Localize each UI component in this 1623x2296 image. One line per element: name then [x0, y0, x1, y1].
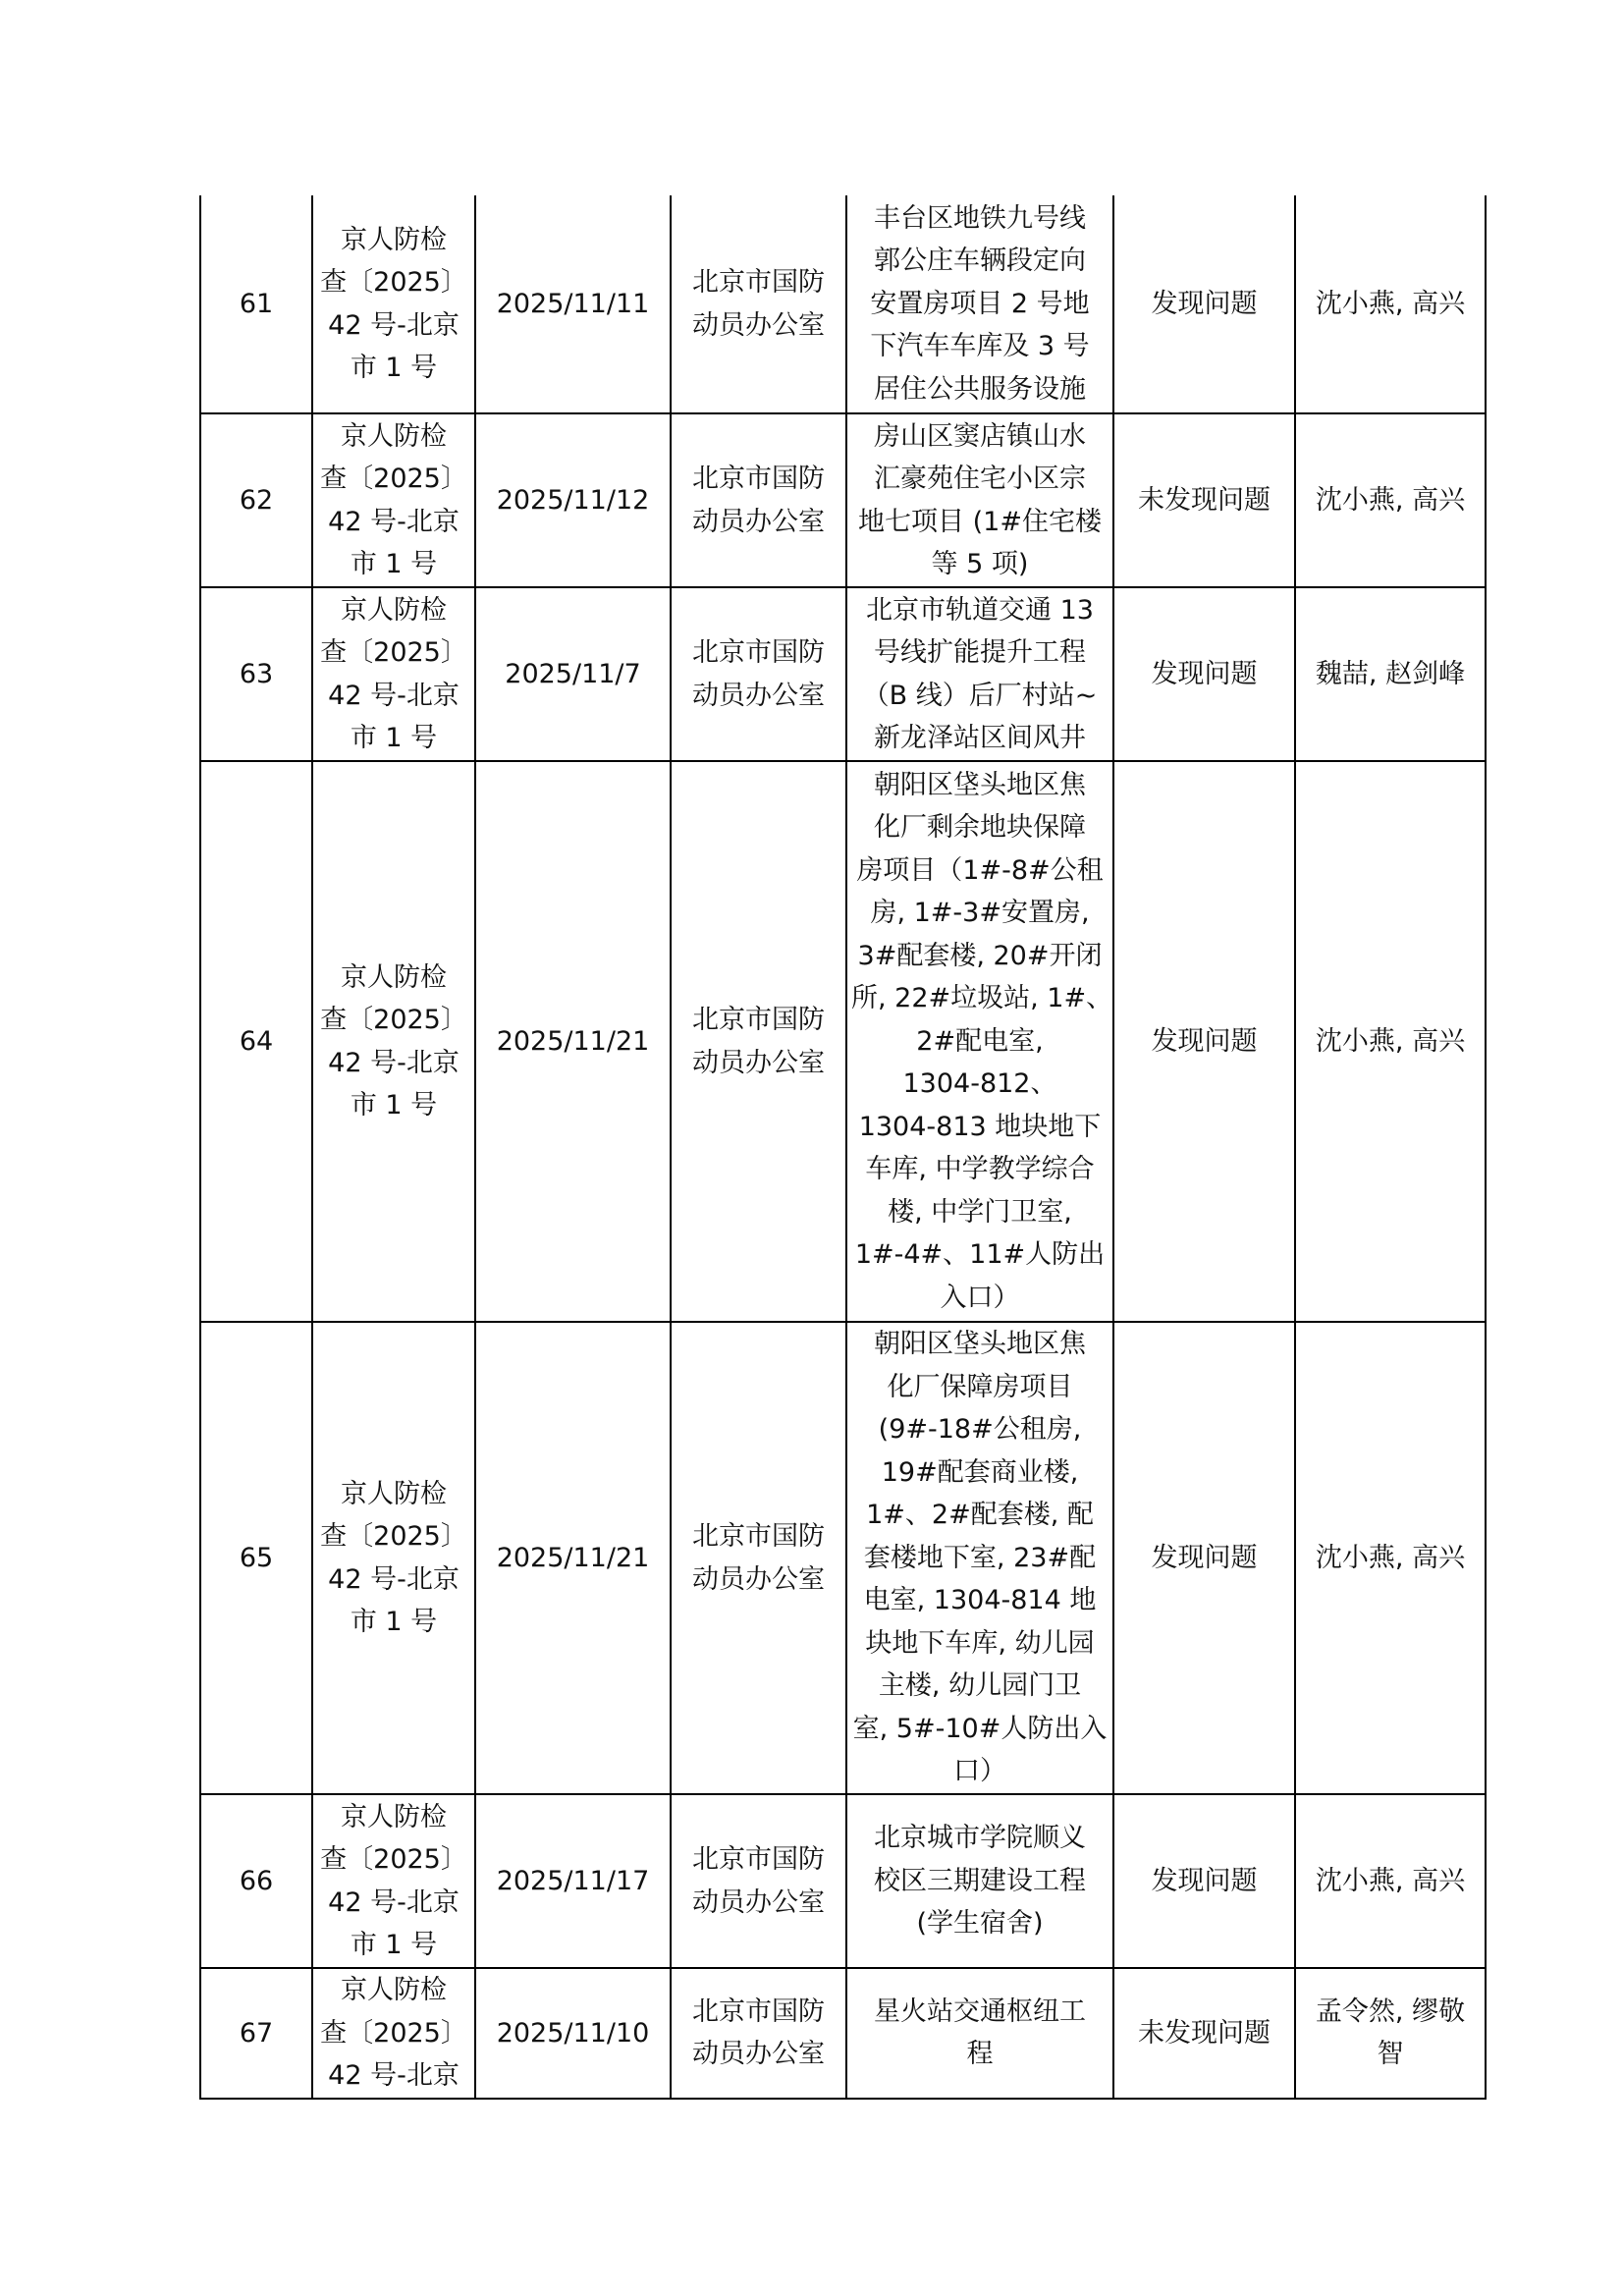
- agency-line: 动员办公室: [692, 2039, 825, 2070]
- inspection-date-cell: [475, 1968, 671, 2099]
- row-number-text: 61: [239, 288, 274, 319]
- inspection-result-text: 发现问题: [1151, 1025, 1258, 1057]
- project-name-line: 1304-813 地块地下: [858, 1111, 1102, 1142]
- project-name-line: 车库, 中学教学综合: [865, 1154, 1095, 1185]
- inspection-result-text: 发现问题: [1151, 658, 1258, 689]
- table-row: [200, 1968, 1486, 2099]
- project-name-line: 口）: [953, 1756, 1006, 1787]
- document-number-line: 42 号-北京: [328, 2060, 460, 2091]
- table-row: [200, 1322, 1486, 1794]
- inspectors-line: 智: [1377, 2039, 1404, 2070]
- document-number-line: 42 号-北京: [328, 309, 460, 341]
- inspection-result-text: 发现问题: [1151, 288, 1258, 319]
- document-number-cell: [312, 1968, 475, 2099]
- project-name-line: 地七项目 (1#住宅楼: [858, 506, 1102, 537]
- inspectors-cell: [1295, 195, 1486, 413]
- document-number-line: 市 1 号: [350, 1607, 438, 1637]
- project-name-line: 块地下车库, 幼儿园: [865, 1627, 1095, 1659]
- document-number-line: 市 1 号: [350, 1930, 438, 1960]
- agency-cell: [671, 1794, 846, 1968]
- project-name-line: 1304-812、: [902, 1068, 1057, 1100]
- project-name-line: 19#配套商业楼,: [881, 1456, 1079, 1488]
- document-number-line: 42 号-北京: [328, 680, 460, 711]
- agency-line: 动员办公室: [692, 1563, 825, 1595]
- project-name-line: 等 5 项): [931, 549, 1029, 579]
- row-number-text: 65: [239, 1542, 274, 1573]
- row-number-text: 66: [239, 1865, 274, 1896]
- agency-line: 北京市国防: [692, 1995, 825, 2027]
- document-number-line: 查〔2025〕: [320, 1005, 467, 1035]
- row-number-cell: [200, 761, 312, 1322]
- document-number-line: 市 1 号: [350, 549, 438, 579]
- agency-line: 动员办公室: [692, 1047, 825, 1078]
- document-number-line: 京人防检: [341, 1801, 447, 1832]
- document-number-cell: [312, 1794, 475, 1968]
- agency-cell: [671, 761, 846, 1322]
- agency-cell: [671, 1322, 846, 1794]
- project-name-line: 化厂剩余地块保障: [874, 812, 1086, 844]
- agency-cell: [671, 1968, 846, 2099]
- row-number-text: 67: [239, 2017, 274, 2049]
- project-name-cell: [846, 1794, 1113, 1968]
- document-number-cell: [312, 587, 475, 761]
- inspection-result-cell: [1113, 1968, 1295, 2099]
- inspection-date-text: 2025/11/21: [496, 1542, 650, 1573]
- inspection-date-cell: [475, 761, 671, 1322]
- inspection-result-cell: [1113, 587, 1295, 761]
- project-name-line: 丰台区地铁九号线: [874, 202, 1086, 234]
- agency-line: 动员办公室: [692, 506, 825, 537]
- agency-line: 北京市国防: [692, 464, 825, 494]
- inspectors-line: 沈小燕, 高兴: [1315, 1542, 1466, 1573]
- document-number-line: 市 1 号: [350, 1090, 438, 1121]
- inspection-result-text: 发现问题: [1151, 1865, 1258, 1896]
- project-name-line: 套楼地下室, 23#配: [863, 1542, 1097, 1573]
- inspectors-line: 沈小燕, 高兴: [1315, 288, 1466, 319]
- project-name-line: 房, 1#-3#安置房,: [870, 898, 1090, 929]
- inspectors-line: 魏喆, 赵剑峰: [1315, 658, 1466, 689]
- document-number-line: 京人防检: [341, 1975, 447, 2005]
- document-number-line: 京人防检: [341, 224, 447, 255]
- project-name-line: 化厂保障房项目: [887, 1371, 1073, 1402]
- project-name-line: 朝阳区垡头地区焦: [874, 1329, 1086, 1360]
- document-number-line: 42 号-北京: [328, 1886, 460, 1918]
- inspectors-cell: [1295, 1968, 1486, 2099]
- project-name-line: 房山区窦店镇山水: [874, 420, 1086, 452]
- inspectors-line: 沈小燕, 高兴: [1315, 1025, 1466, 1057]
- project-name-line: 房项目（1#-8#公租: [856, 854, 1104, 886]
- row-number-cell: [200, 413, 312, 587]
- document-number-line: 查〔2025〕: [320, 267, 467, 298]
- project-name-cell: [846, 587, 1113, 761]
- project-name-line: 星火站交通枢纽工: [874, 1995, 1086, 2027]
- project-name-cell: [846, 1968, 1113, 2099]
- inspectors-line: 沈小燕, 高兴: [1315, 1865, 1466, 1896]
- inspection-date-text: 2025/11/12: [496, 484, 650, 516]
- row-number-cell: [200, 195, 312, 413]
- project-name-line: 下汽车车库及 3 号: [870, 331, 1090, 362]
- document-number-line: 42 号-北京: [328, 1563, 460, 1595]
- agency-line: 北京市国防: [692, 1005, 825, 1035]
- inspection-result-cell: [1113, 761, 1295, 1322]
- table-row: [200, 413, 1486, 587]
- table-row: [200, 195, 1486, 413]
- inspection-result-cell: [1113, 413, 1295, 587]
- project-name-line: 电室, 1304-814 地: [863, 1585, 1097, 1616]
- agency-line: 北京市国防: [692, 1844, 825, 1875]
- project-name-line: 北京市轨道交通 13: [866, 594, 1094, 626]
- inspectors-cell: [1295, 1322, 1486, 1794]
- inspection-date-cell: [475, 587, 671, 761]
- document-number-line: 市 1 号: [350, 723, 438, 753]
- agency-line: 动员办公室: [692, 1886, 825, 1918]
- row-number-text: 63: [239, 658, 274, 689]
- inspection-result-text: 未发现问题: [1138, 484, 1271, 516]
- document-number-line: 查〔2025〕: [320, 1521, 467, 1552]
- inspection-date-text: 2025/11/7: [505, 658, 641, 689]
- project-name-line: （B 线）后厂村站~: [862, 680, 1098, 711]
- inspection-date-cell: [475, 1794, 671, 1968]
- inspection-date-text: 2025/11/17: [496, 1865, 650, 1896]
- document-number-line: 京人防检: [341, 961, 447, 993]
- project-name-cell: [846, 1322, 1113, 1794]
- row-number-cell: [200, 587, 312, 761]
- table-row: [200, 587, 1486, 761]
- agency-line: 北京市国防: [692, 267, 825, 298]
- project-name-cell: [846, 195, 1113, 413]
- agency-cell: [671, 195, 846, 413]
- row-number-cell: [200, 1794, 312, 1968]
- inspectors-cell: [1295, 587, 1486, 761]
- agency-line: 动员办公室: [692, 309, 825, 341]
- inspection-result-cell: [1113, 195, 1295, 413]
- inspection-result-cell: [1113, 1322, 1295, 1794]
- inspection-result-text: 未发现问题: [1138, 2017, 1271, 2049]
- agency-cell: [671, 587, 846, 761]
- inspectors-cell: [1295, 1794, 1486, 1968]
- inspectors-line: 孟令然, 缪敬: [1315, 1995, 1466, 2027]
- project-name-line: 校区三期建设工程: [874, 1865, 1086, 1896]
- inspection-date-text: 2025/11/21: [496, 1025, 650, 1057]
- project-name-line: (9#-18#公租房,: [878, 1414, 1082, 1446]
- row-number-text: 64: [239, 1025, 274, 1057]
- inspectors-cell: [1295, 761, 1486, 1322]
- project-name-line: (学生宿舍): [916, 1908, 1044, 1940]
- document-number-line: 市 1 号: [350, 353, 438, 383]
- project-name-line: 主楼, 幼儿园门卫: [878, 1670, 1082, 1702]
- document-number-line: 京人防检: [341, 594, 447, 626]
- project-name-line: 2#配电室,: [916, 1025, 1044, 1057]
- document-number-cell: [312, 413, 475, 587]
- project-name-line: 程: [966, 2039, 994, 2070]
- project-name-line: 所, 22#垃圾站, 1#、: [851, 983, 1113, 1014]
- agency-cell: [671, 413, 846, 587]
- document-number-line: 查〔2025〕: [320, 1844, 467, 1875]
- agency-line: 北京市国防: [692, 1521, 825, 1552]
- project-name-line: 朝阳区垡头地区焦: [874, 769, 1086, 800]
- project-name-line: 号线扩能提升工程: [874, 637, 1086, 668]
- inspectors-line: 沈小燕, 高兴: [1315, 484, 1466, 516]
- agency-line: 动员办公室: [692, 680, 825, 711]
- inspection-date-cell: [475, 413, 671, 587]
- project-name-cell: [846, 413, 1113, 587]
- project-name-line: 楼, 中学门卫室,: [888, 1196, 1072, 1228]
- project-name-cell: [846, 761, 1113, 1322]
- inspection-date-text: 2025/11/11: [496, 288, 650, 319]
- project-name-line: 3#配套楼, 20#开闭: [857, 940, 1103, 971]
- row-number-cell: [200, 1968, 312, 2099]
- document-number-cell: [312, 1322, 475, 1794]
- row-number-text: 62: [239, 484, 274, 516]
- project-name-line: 安置房项目 2 号地: [870, 288, 1090, 319]
- document-number-cell: [312, 761, 475, 1322]
- project-name-line: 北京城市学院顺义: [874, 1823, 1086, 1854]
- document-number-line: 查〔2025〕: [320, 637, 467, 668]
- agency-line: 北京市国防: [692, 637, 825, 668]
- project-name-line: 入口）: [940, 1282, 1020, 1313]
- document-number-line: 42 号-北京: [328, 506, 460, 537]
- inspection-result-text: 发现问题: [1151, 1542, 1258, 1573]
- table-row: [200, 1794, 1486, 1968]
- project-name-line: 1#-4#、11#人防出: [854, 1239, 1106, 1271]
- table-row: [200, 761, 1486, 1322]
- project-name-line: 居住公共服务设施: [874, 373, 1086, 405]
- document-number-line: 查〔2025〕: [320, 464, 467, 494]
- project-name-line: 郭公庄车辆段定向: [874, 246, 1086, 277]
- project-name-line: 1#、2#配套楼, 配: [866, 1500, 1094, 1531]
- document-number-line: 京人防检: [341, 420, 447, 452]
- inspection-records-table: [199, 195, 1487, 2100]
- inspection-date-text: 2025/11/10: [496, 2017, 650, 2049]
- document-number-cell: [312, 195, 475, 413]
- document-number-line: 42 号-北京: [328, 1047, 460, 1078]
- row-number-cell: [200, 1322, 312, 1794]
- inspection-date-cell: [475, 1322, 671, 1794]
- project-name-line: 汇豪苑住宅小区宗: [874, 464, 1086, 494]
- table-body: [200, 195, 1486, 2099]
- inspection-date-cell: [475, 195, 671, 413]
- document-number-line: 查〔2025〕: [320, 2017, 467, 2049]
- inspectors-cell: [1295, 413, 1486, 587]
- project-name-line: 新龙泽站区间风井: [874, 723, 1086, 753]
- project-name-line: 室, 5#-10#人防出入: [852, 1713, 1108, 1744]
- document-number-line: 京人防检: [341, 1478, 447, 1509]
- inspection-result-cell: [1113, 1794, 1295, 1968]
